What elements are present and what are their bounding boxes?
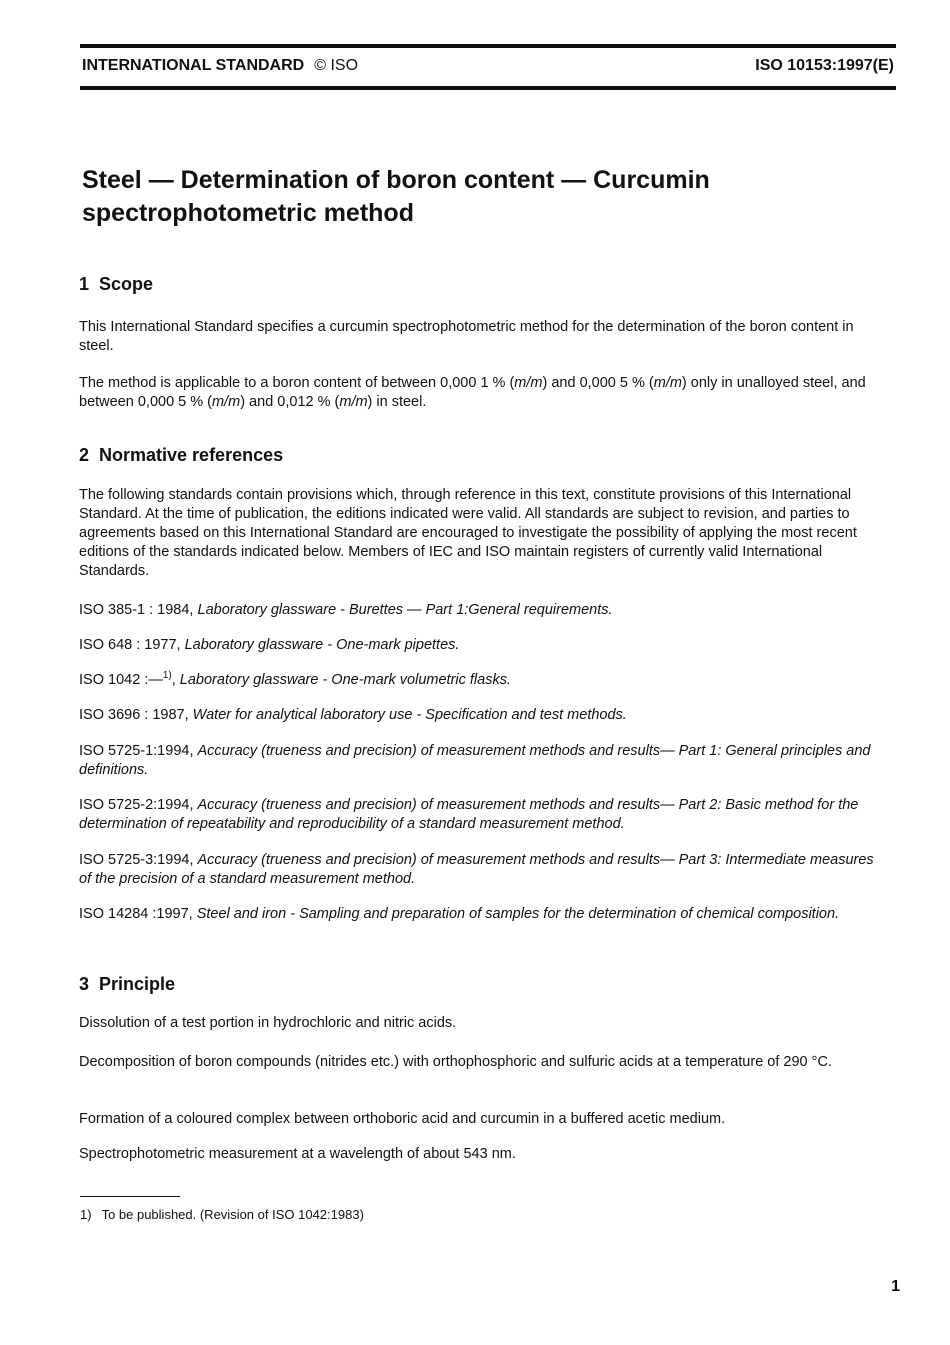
footnote-rule (80, 1196, 180, 1197)
reference-number: ISO 5725-1:1994, (79, 743, 198, 759)
reference-number: ISO 5725-2:1994, (79, 797, 198, 813)
reference-number: ISO 385-1 : 1984, (79, 602, 198, 618)
scope-text: ) and 0,012 % ( (240, 394, 340, 410)
footnote-text: To be published. (Revision of ISO 1042:1983) (101, 1207, 364, 1222)
reference-item (79, 601, 879, 620)
reference-number: ISO 1042 :— (79, 672, 163, 688)
scope-text: ) only in unalloyed steel, and between 0,000 5 % ( (79, 375, 866, 410)
reference-title: Laboratory glassware - Burettes — Part 1:General requirements. (197, 602, 613, 618)
reference-item (79, 796, 879, 834)
unit-mm: m/m (339, 394, 368, 410)
reference-title: Laboratory glassware - One-mark pipettes. (184, 637, 460, 653)
header-bottom-rule (80, 86, 896, 90)
document-title (82, 164, 882, 230)
scope-text: The method is applicable to a boron content of between 0,000 1 % ( (79, 375, 515, 391)
header-standard-label: INTERNATIONAL STANDARD (82, 57, 305, 74)
footnote-mark: 1) (80, 1207, 92, 1222)
reference-number: ISO 5725-3:1994, (79, 852, 198, 868)
page-number: 1 (891, 1278, 900, 1295)
reference-title: Accuracy (trueness and precision) of measurement methods and results— Part 2: Basic method for the determination of repeatability and reproducibility of a standard measurement method. (79, 797, 859, 832)
unit-mm: m/m (212, 394, 241, 410)
footnote (80, 1207, 364, 1222)
section-number: 2 (79, 445, 90, 465)
reference-title: Steel and iron - Sampling and preparation of samples for the determination of chemical composition. (196, 906, 840, 922)
reference-item (79, 636, 879, 655)
reference-title: Laboratory glassware - One-mark volumetric flasks. (179, 672, 511, 688)
footnote-marker: 1) (162, 670, 172, 682)
section-number: 1 (79, 274, 90, 294)
references-intro-paragraph: The following standards contain provisions which, through reference in this text, constitute provisions of this International Standard. At the time of publication, the editions indicated were valid. All standards are subject to revision, and parties to agreements based on this International Standard are encouraged to investigate the possibility of applying the most recent editions of the standards indicated below. Members of IEC and ISO maintain registers of currently valid International Standards. (79, 487, 857, 579)
page-header (82, 57, 894, 79)
principle-paragraph-1: Dissolution of a test portion in hydrochloric and nitric acids. (79, 1015, 457, 1031)
scope-text: ) in steel. (367, 394, 427, 410)
unit-mm: m/m (514, 375, 543, 391)
section-title: Normative references (99, 445, 284, 465)
reference-title: Water for analytical laboratory use - Specification and test methods. (192, 707, 627, 723)
reference-number: ISO 648 : 1977, (79, 637, 185, 653)
reference-item (79, 905, 879, 924)
scope-text: ) and 0,000 5 % ( (542, 375, 654, 391)
section-title: Principle (99, 974, 176, 994)
section-title: Scope (99, 274, 154, 294)
reference-number: ISO 3696 : 1987, (79, 707, 193, 723)
section-heading-principle (79, 974, 175, 995)
reference-title: Accuracy (trueness and precision) of measurement methods and results— Part 1: General principles and definitions. (79, 743, 871, 778)
unit-mm: m/m (653, 375, 682, 391)
header-standard-number: ISO 10153:1997(E) (755, 57, 894, 74)
reference-item (79, 706, 879, 725)
reference-item (79, 671, 879, 690)
header-top-rule (80, 44, 896, 48)
reference-separator: , (171, 672, 180, 688)
scope-paragraph-1: This International Standard specifies a curcumin spectrophotometric method for the determination of the boron content in steel. (79, 319, 854, 354)
reference-item (79, 742, 879, 780)
principle-paragraph-4: Spectrophotometric measurement at a wavelength of about 543 nm. (79, 1146, 516, 1162)
reference-item (79, 851, 879, 889)
title-line-1: Steel — Determination of boron content — Curcumin (82, 166, 710, 194)
principle-paragraph-3: Formation of a coloured complex between orthoboric acid and curcumin in a buffered acetic medium. (79, 1111, 726, 1127)
scope-paragraph-2 (79, 374, 879, 412)
reference-title: Accuracy (trueness and precision) of measurement methods and results— Part 3: Intermediate measures of the precision of a standard measurement method. (79, 852, 874, 887)
section-heading-normative-references (79, 445, 283, 466)
reference-number: ISO 14284 :1997, (79, 906, 197, 922)
section-heading-scope (79, 274, 153, 295)
header-copyright: © ISO (314, 57, 359, 74)
principle-paragraph-2: Decomposition of boron compounds (nitrides etc.) with orthophosphoric and sulfuric acids at a temperature of 290 °C. (79, 1054, 832, 1070)
title-line-2: spectrophotometric method (82, 199, 414, 227)
section-number: 3 (79, 974, 90, 994)
header-doc-type (82, 57, 358, 75)
